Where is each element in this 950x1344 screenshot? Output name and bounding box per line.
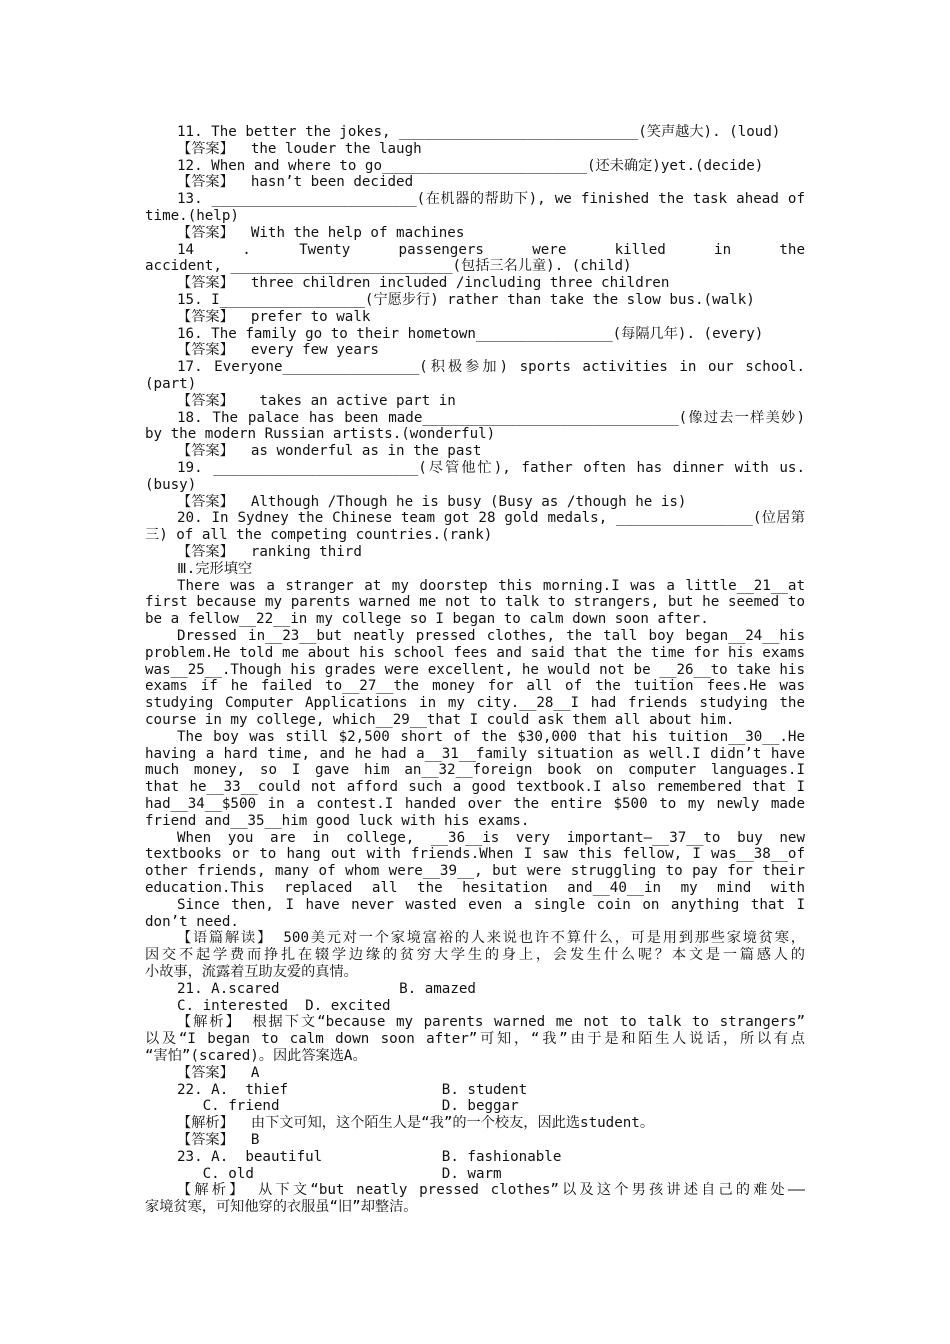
text-line: having a hard time, and he had a__31__family situation as well.I didn’t have: [145, 745, 805, 762]
text-line: 【解析】 由下文可知，这个陌生人是“我”的一个校友，因此选student。: [177, 1115, 655, 1132]
text-line: accident, __________________________(包括三名儿童). (child): [145, 258, 632, 275]
text-line: 15. I_________________(宁愿步行) rather than take the slow bus.(walk): [177, 292, 755, 308]
text-line: 【答案】 three children included /including three children: [177, 275, 670, 292]
text-line: other friends, many of whom were__39__, but were struggling to pay for their: [145, 863, 805, 880]
text-line: 13. ________________________(在机器的帮助下), we finished the task ahead of: [177, 191, 805, 208]
text-line: 【答案】 B: [177, 1132, 260, 1148]
text-line: 【答案】 ranking third: [177, 544, 362, 560]
text-line: 以及“I began to calm down soon after”可知，“我”由于是和陌生人说话，所以有点: [145, 1031, 805, 1048]
text-line: 【答案】 A: [177, 1064, 260, 1081]
text-line: 【答案】 every few years: [177, 342, 379, 359]
text-line: 因交不起学费而挣扎在辍学边缘的贫穷大学生的身上，会发生什么呢？本文是一篇感人的: [145, 947, 805, 964]
text-line: course in my college, which__29__that I could ask them all about him.: [145, 712, 735, 728]
text-line: 【解析】 从下文“but neatly pressed clothes”以及这个男孩讲述自己的难处——: [177, 1182, 805, 1199]
text-line: 21. A.scared B. amazed: [177, 980, 476, 997]
text-line: was__25__.Though his grades were excellent, he would not be __26__to take his: [145, 661, 805, 678]
text-line: 22. A. thief B. student: [177, 1081, 528, 1098]
text-line: 【答案】 the louder the laugh: [177, 140, 422, 157]
text-line: (part): [145, 376, 197, 392]
text-line: C. old D. warm: [177, 1165, 502, 1182]
text-line: that he__33__could not afford such a good textbook.I also remembered that I: [145, 779, 805, 796]
text-line: 【答案】 takes an active part in: [177, 392, 456, 409]
text-line: had__34__$500 in a contest.I handed over the entire $500 to my newly made: [145, 796, 805, 812]
text-line: much money, so I gave him an__32__foreign book on computer languages.I: [145, 762, 805, 779]
text-line: education.This replaced all the hesitation and__40__in my mind with: [145, 880, 805, 896]
text-line: 19. ________________________(尽管他忙), father often has dinner with us.: [177, 460, 805, 476]
text-line: There was a stranger at my doorstep this morning.I was a little__21__at: [177, 577, 805, 594]
text-line: Dressed in__23__but neatly pressed clothes, the tall boy began__24__his: [177, 628, 805, 644]
text-line: 【答案】 prefer to walk: [177, 308, 371, 325]
text-line: 23. A. beautiful B. fashionable: [177, 1148, 562, 1165]
text-line: 三) of all the competing countries.(rank): [145, 527, 493, 544]
text-line: 17. Everyone________________(积极参加) sports activities in our school.: [177, 359, 805, 376]
text-line: Since then, I have never wasted even a single coin on anything that I: [177, 896, 805, 913]
text-line: 20. In Sydney the Chinese team got 28 gold medals, ________________(位居第: [177, 510, 805, 527]
text-line: 12. When and where to go________________________(还未确定)yet.(decide): [177, 157, 764, 174]
text-line: C. interested D. excited: [177, 997, 391, 1014]
text-line: C. friend D. beggar: [177, 1098, 519, 1115]
text-line: 小故事，流露着互助友爱的真情。: [145, 964, 358, 980]
text-line: 11. The better the jokes, ____________________________(笑声越大). (loud): [177, 124, 781, 140]
text-line: 【答案】 With the help of machines: [177, 224, 465, 241]
text-line: problem.He told me about his school fees and said that the time for his exams: [145, 644, 805, 661]
text-line: be a fellow__22__in my college so I began to calm down soon after.: [145, 611, 709, 628]
text-line: time.(help): [145, 208, 239, 224]
text-line: 18. The palace has been made______________________________(像过去一样美妙): [177, 409, 805, 426]
text-line: textbooks or to hang out with friends.When I saw this fellow, I was__38__of: [145, 846, 805, 863]
text-line: 家境贫寒，可知他穿的衣服虽“旧”却整洁。: [145, 1199, 418, 1216]
text-line: 【语篇解读】 500美元对一个家境富裕的人来说也许不算什么，可是用到那些家境贫寒，: [177, 930, 805, 947]
text-line: 16. The family go to their hometown________________(每隔几年). (every): [177, 325, 764, 342]
text-line: The boy was still $2,500 short of the $30,000 that his tuition__30__.He: [177, 728, 805, 745]
text-line: 【答案】 as wonderful as in the past: [177, 443, 482, 460]
text-line: Ⅲ.完形填空: [177, 560, 253, 577]
text-line: don’t need.: [145, 913, 239, 930]
text-line: first because my parents warned me not to talk to strangers, but he seemed to: [145, 594, 805, 611]
text-line: (busy): [145, 476, 197, 493]
text-line: When you are in college, __36__is very important—__37__to buy new: [177, 829, 805, 846]
text-line: exams if he failed to__27__the money for all of the tuition fees.He was: [145, 678, 805, 695]
text-line: “害怕”(scared)。因此答案选A。: [145, 1048, 367, 1064]
text-line: studying Computer Applications in my city.__28__I had friends studying the: [145, 695, 805, 712]
text-line: friend and__35__him good luck with his exams.: [145, 812, 530, 829]
text-line: by the modern Russian artists.(wonderful): [145, 426, 496, 443]
text-line: 14 . Twenty passengers were killed in the: [177, 241, 805, 258]
text-line: 【解析】 根据下文“because my parents warned me not to talk to strangers”: [177, 1014, 805, 1031]
text-line: 【答案】 hasn’t been decided: [177, 174, 414, 191]
text-line: 【答案】 Although /Though he is busy (Busy as /though he is): [177, 493, 687, 510]
